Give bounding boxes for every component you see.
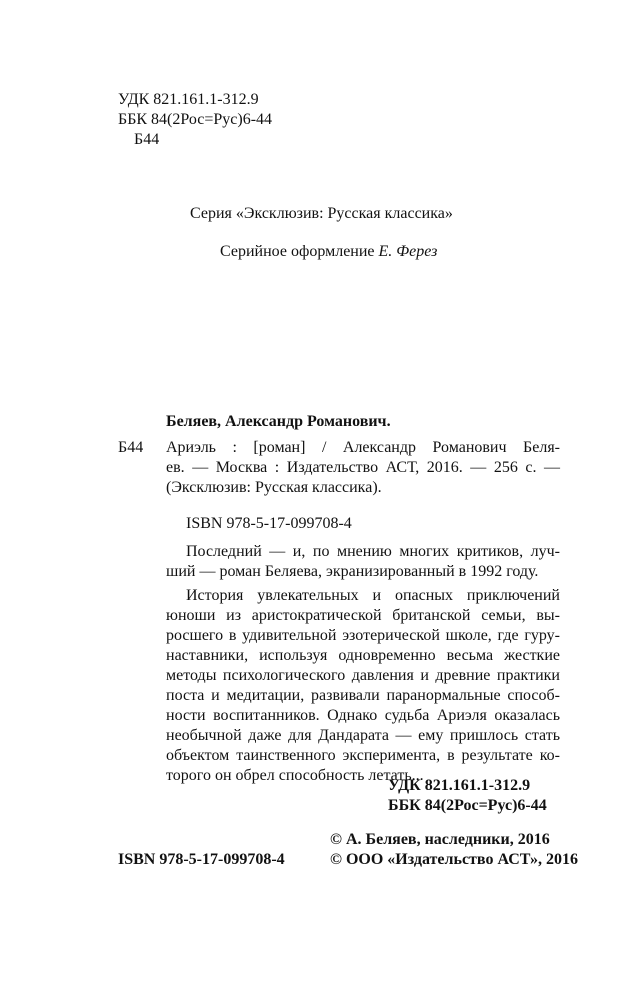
record-description [166,438,560,498]
annotation-paragraph-2 [166,586,560,786]
record-author-mark: Б44 [118,439,144,456]
series-design-label: Серийное оформление [220,243,375,260]
record-line: (Эксклюзив: Русская классика). [166,479,382,496]
annotation-paragraph-1 [166,542,560,582]
udk-code-top: УДК 821.161.1-312.9 [118,91,259,108]
annotation-line: ности воспитанников. Однако судьба Ариэля оказалась [166,707,560,724]
record-heading: Беляев, Александр Романович. [166,413,391,430]
record-line: Ариэль : [роман] / Александр Романович Беля- [166,439,560,456]
annotation-line: объектом таинственного эксперимента, в результате ко- [166,747,560,764]
series-design [220,242,437,262]
series-title: Серия «Эксклюзив: Русская классика» [190,205,453,222]
record-isbn: ISBN 978-5-17-099708-4 [186,515,352,532]
annotation-line: необычной даже для Дандарата — ему пришлось стать [166,727,560,744]
author-mark-top: Б44 [134,131,160,148]
bbk-code-top: ББК 84(2Рос=Рус)6-44 [118,111,273,128]
annotation-line: ший — роман Беляева, экранизированный в 1992 году. [166,563,539,580]
copyright-author: © А. Беляев, наследники, 2016 [330,831,550,848]
series-design-author: Е. Ферез [378,243,438,260]
annotation-line: юноши из аристократической британской семьи, вы- [166,607,560,624]
isbn-bottom: ISBN 978-5-17-099708-4 [118,851,285,868]
annotation-line: Последний — и, по мнению многих критиков, луч- [186,543,560,560]
annotation-line: росшего в удивительной эзотерической школе, где гуру- [166,627,560,644]
annotation-line: методы психологического давления и древние практики [166,667,560,684]
annotation-line: торого он обрел способность летать... [166,767,424,784]
bbk-code-bottom: ББК 84(2Рос=Рус)6-44 [388,797,547,814]
record-line: ев. — Москва : Издательство АСТ, 2016. — 256 с. — [166,459,560,476]
annotation-line: поста и медитации, развивали паранормальные способ- [166,687,560,704]
udk-code-bottom: УДК 821.161.1-312.9 [388,777,531,794]
copyright-publisher: © ООО «Издательство АСТ», 2016 [330,851,579,868]
annotation-line: наставники, используя одновременно весьма жесткие [166,647,560,664]
annotation-line: История увлекательных и опасных приключений [186,587,560,604]
